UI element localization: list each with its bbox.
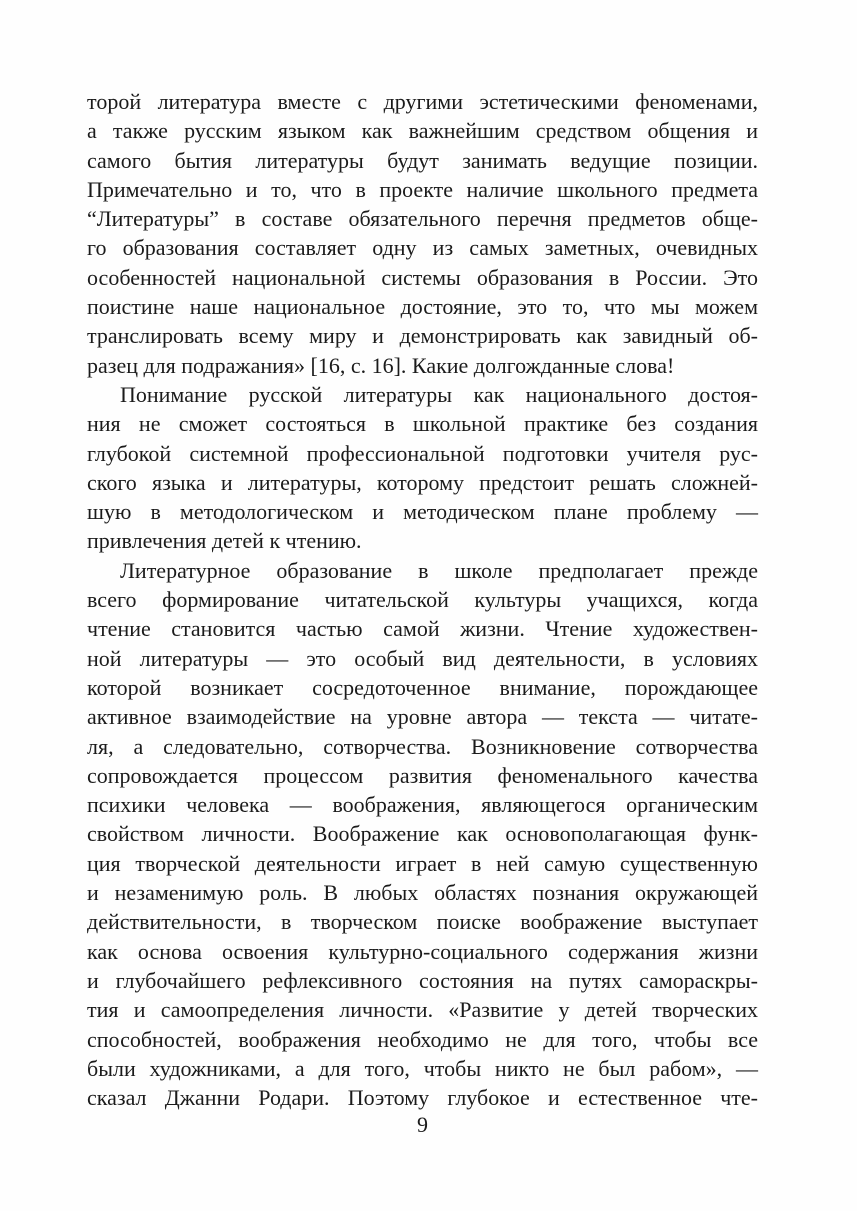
text-line: торой литература вместе с другими эстетическими феноменами, <box>87 89 758 114</box>
text-line: разец для подражания» [16, с. 16]. Какие долгожданные слова! <box>87 352 675 378</box>
text-line: действительности, в творческом поиске воображение выступает <box>87 909 758 935</box>
text-line: и незаменимую роль. В любых областях познания окружающей <box>87 880 758 906</box>
text-line: свойством личности. Воображение как основополагающая функ- <box>87 821 758 847</box>
text-line: ной литературы — это особый вид деятельности, в условиях <box>87 645 758 671</box>
text-line: Литературное образование в школе предполагает прежде <box>120 557 758 583</box>
text-line: а также русским языком как важнейшим средством общения и <box>87 118 758 144</box>
text-line: шую в методологическом и методическом плане проблему — <box>87 499 758 525</box>
text-line: го образования составляет одну из самых заметных, очевидных <box>87 235 758 261</box>
text-line: самого бытия литературы будут занимать ведущие позиции. <box>87 147 758 173</box>
text-line: поистине наше национальное достояние, это то, что мы можем <box>87 294 758 320</box>
text-line: чтение становится частью самой жизни. Чтение художествен- <box>87 616 758 642</box>
text-line: транслировать всему миру и демонстрировать как завидный об- <box>87 323 758 349</box>
text-line: сказал Джанни Родари. Поэтому глубокое и естественное чте- <box>87 1085 758 1111</box>
body-text <box>87 87 758 1112</box>
text-line: Понимание русской литературы как национального достоя- <box>120 381 758 407</box>
text-line: ля, а следовательно, сотворчества. Возникновение сотворчества <box>87 733 758 759</box>
text-line: привлечения детей к чтению. <box>87 528 362 554</box>
text-line: ния не сможет состояться в школьной практике без создания <box>87 411 758 437</box>
text-line: психики человека — воображения, являющегося органическим <box>87 792 758 818</box>
text-line: сопровождается процессом развития феноменального качества <box>87 762 758 788</box>
text-line: тия и самоопределения личности. «Развитие у детей творческих <box>87 997 758 1023</box>
text-line: были художниками, а для того, чтобы никто не был рабом», — <box>87 1055 758 1081</box>
text-line: особенностей национальной системы образования в России. Это <box>87 264 758 290</box>
text-line: всего формирование читательской культуры учащихся, когда <box>87 587 758 613</box>
text-line: как основа освоения культурно-социального содержания жизни <box>87 938 758 964</box>
text-line: и глубочайшего рефлексивного состояния на путях самораскры- <box>87 967 758 993</box>
text-line: “Литературы” в составе обязательного перечня предметов обще- <box>87 206 758 232</box>
text-line: активное взаимодействие на уровне автора — текста — читате- <box>87 704 758 730</box>
text-line: ция творческой деятельности играет в ней самую существенную <box>87 850 758 876</box>
text-line: Примечательно и то, что в проекте наличие школьного предмета <box>87 176 758 202</box>
page-number: 9 <box>417 1112 428 1137</box>
text-line: ского языка и литературы, которому предстоит решать сложней- <box>87 469 758 495</box>
text-line: глубокой системной профессиональной подготовки учителя рус- <box>87 440 758 466</box>
text-line: которой возникает сосредоточенное внимание, порождающее <box>87 674 758 700</box>
text-line: способностей, воображения необходимо не для того, чтобы все <box>87 1026 758 1052</box>
